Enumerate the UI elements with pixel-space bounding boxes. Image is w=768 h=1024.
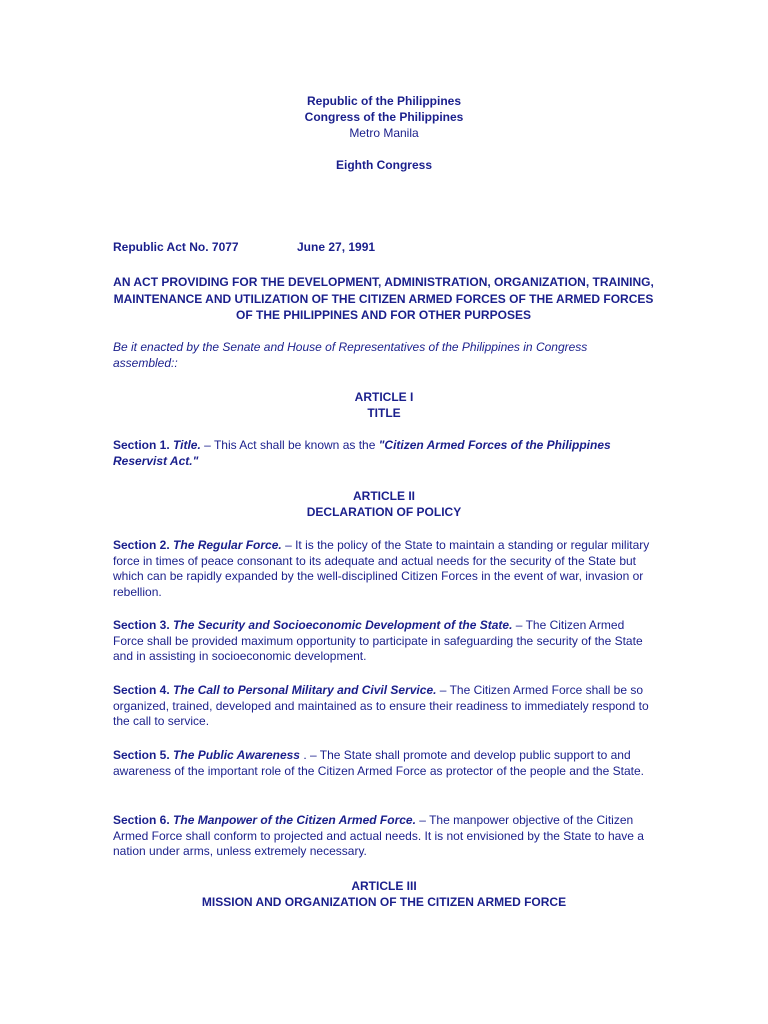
section-text: – The manpower objective of the Citizen Armed Force shall conform to projected and actual needs. It is not envisioned by the State to have a nation under arms, unless extremely necessary. [113,813,644,859]
section-paragraph [113,618,655,665]
section-paragraph [113,538,655,600]
section-paragraph [113,813,655,860]
section-number: Section 4. [113,683,170,697]
article-title: TITLE [367,406,401,420]
article-heading [0,488,768,520]
section-text: – This Act shall be known as the [204,438,379,452]
section-heading: The Regular Force. [173,538,282,552]
section-text: – The Citizen Armed Force shall be provided maximum opportunity to participate in safeguarding the security of the State and in assisting in socioeconomic development. [113,618,643,664]
section-number: Section 6. [113,813,170,827]
act-title: AN ACT PROVIDING FOR THE DEVELOPMENT, ADMINISTRATION, ORGANIZATION, TRAINING, MAINTENANCE AND UTILIZATION OF THE CITIZEN ARMED FORCES OF THE ARMED FORCES OF THE PHILIPPINES AND FOR OTHER PURPOSES [113,275,654,322]
section-number: Section 1. [113,438,170,452]
article-label: ARTICLE III [351,879,417,893]
section-number: Section 5. [113,748,170,762]
section-number: Section 3. [113,618,170,632]
congress-name: Eighth Congress [335,158,432,172]
section-text: – The Citizen Armed Force shall be so organized, trained, developed and maintained as to ensure their readiness to immediately respond to the call to service. [113,683,649,729]
section-quote: "Citizen Armed Forces of the Philippines Reservist Act." [113,438,611,468]
section-heading: The Call to Personal Military and Civil Service. [173,683,437,697]
section-heading: The Manpower of the Citizen Armed Force. [173,813,416,827]
section-heading: Title. [173,438,201,452]
article-heading [0,878,768,910]
article-title: DECLARATION OF POLICY [306,505,462,519]
act-number: Republic Act No. 7077 [113,240,239,254]
section-heading: The Security and Socioeconomic Development of the State. [173,618,513,632]
header-republic: Republic of the Philippines [306,94,461,108]
document-header [0,93,768,141]
section-text: . – The State shall promote and develop public support to and awareness of the important role of the Citizen Armed Force as protector of the people and the State. [113,748,644,778]
header-location: Metro Manila [349,126,419,140]
article-label: ARTICLE II [353,489,415,503]
section-heading: The Public Awareness [173,748,300,762]
act-number-line [113,240,376,256]
article-title: MISSION AND ORGANIZATION OF THE CITIZEN ARMED FORCE [201,895,567,909]
enacting-clause: Be it enacted by the Senate and House of Representatives of the Philippines in Congress assembled:: [113,340,588,370]
section-number: Section 2. [113,538,170,552]
section-paragraph [113,748,655,779]
article-label: ARTICLE I [354,390,414,404]
header-congress: Congress of the Philippines [304,110,464,124]
section-text: – It is the policy of the State to maintain a standing or regular military force in times of peace consonant to its adequate and actual needs for the security of the State but which can be rapidly expanded by the well-disciplined Citizen Forces in the event of war, invasion or rebellion. [113,538,650,599]
section-paragraph [113,683,655,730]
act-date: June 27, 1991 [297,240,376,254]
section-paragraph [113,438,655,469]
article-heading [0,389,768,421]
